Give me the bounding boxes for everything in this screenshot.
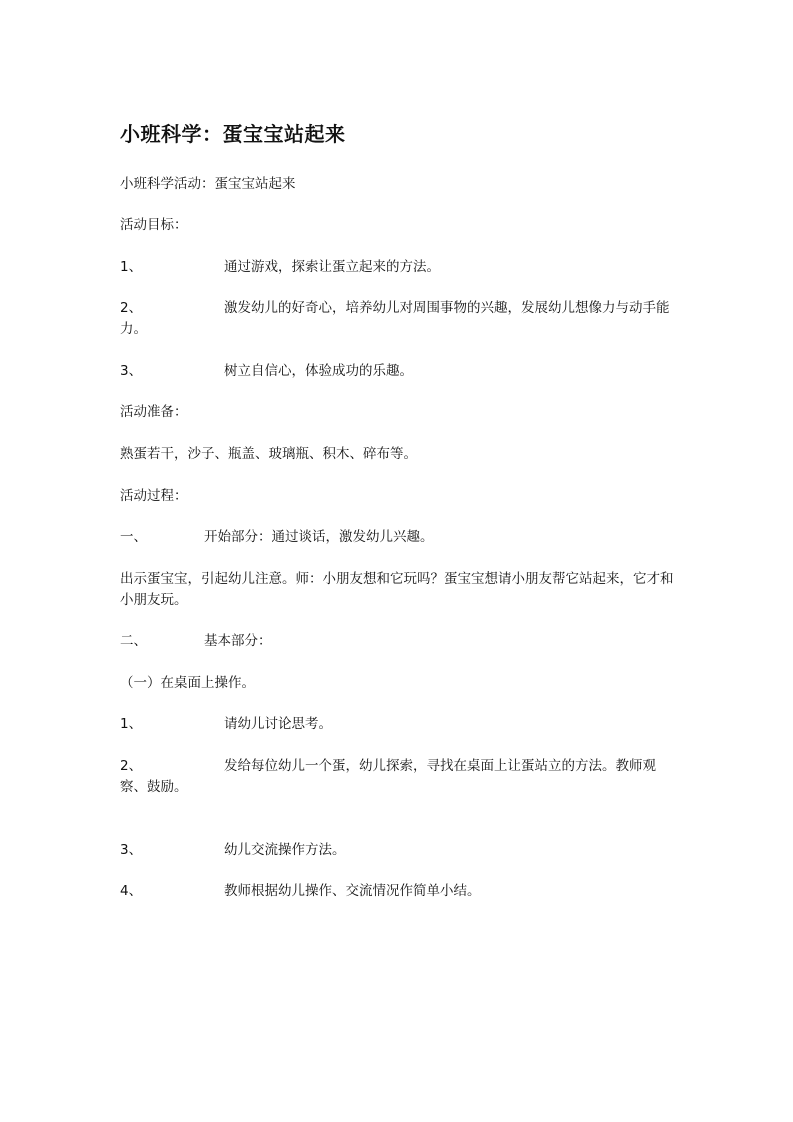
step-text: 幼儿交流操作方法。 <box>224 842 346 858</box>
process-part-one <box>120 527 676 548</box>
subtitle: 小班科学活动：蛋宝宝站起来 <box>120 176 296 192</box>
goal-text: 树立自信心，体验成功的乐趣。 <box>224 363 413 379</box>
goal-item <box>120 257 676 278</box>
goal-item <box>120 361 676 382</box>
part-number: 二、 <box>120 633 147 649</box>
step-number: 2、 <box>120 758 143 774</box>
preparation-heading: 活动准备： <box>120 404 188 420</box>
part-number: 一、 <box>120 529 147 545</box>
subsection-heading: （一）在桌面上操作。 <box>120 675 255 691</box>
step-text: 发给每位幼儿一个蛋，幼儿探索，寻找在桌面上让蛋站立的方法。教师观察、鼓励。 <box>120 758 656 795</box>
step-item <box>120 714 676 735</box>
step-text: 教师根据幼儿操作、交流情况作简单小结。 <box>224 883 481 899</box>
step-item <box>120 881 676 902</box>
goal-number: 2、 <box>120 300 143 316</box>
step-number: 3、 <box>120 842 143 858</box>
part-text: 开始部分：通过谈话，激发幼儿兴趣。 <box>204 529 434 545</box>
goal-number: 1、 <box>120 259 143 275</box>
process-part-one-body: 出示蛋宝宝，引起幼儿注意。师：小朋友想和它玩吗？蛋宝宝想请小朋友帮它站起来，它才和小朋友玩。 <box>120 571 674 608</box>
preparation-text: 熟蛋若干，沙子、瓶盖、玻璃瓶、积木、碎布等。 <box>120 446 417 462</box>
step-number: 4、 <box>120 883 143 899</box>
step-text: 请幼儿讨论思考。 <box>224 716 332 732</box>
part-text: 基本部分： <box>204 633 272 649</box>
goals-heading: 活动目标： <box>120 217 188 233</box>
step-item <box>120 840 676 861</box>
goal-item <box>120 298 676 340</box>
process-heading: 活动过程： <box>120 488 188 504</box>
goal-text: 激发幼儿的好奇心，培养幼儿对周围事物的兴趣，发展幼儿想像力与动手能力。 <box>120 300 670 337</box>
step-item <box>120 756 676 798</box>
page-title: 小班科学：蛋宝宝站起来 <box>120 122 346 146</box>
goal-number: 3、 <box>120 363 143 379</box>
step-number: 1、 <box>120 716 143 732</box>
process-part-two <box>120 631 676 652</box>
goal-text: 通过游戏，探索让蛋立起来的方法。 <box>224 259 440 275</box>
